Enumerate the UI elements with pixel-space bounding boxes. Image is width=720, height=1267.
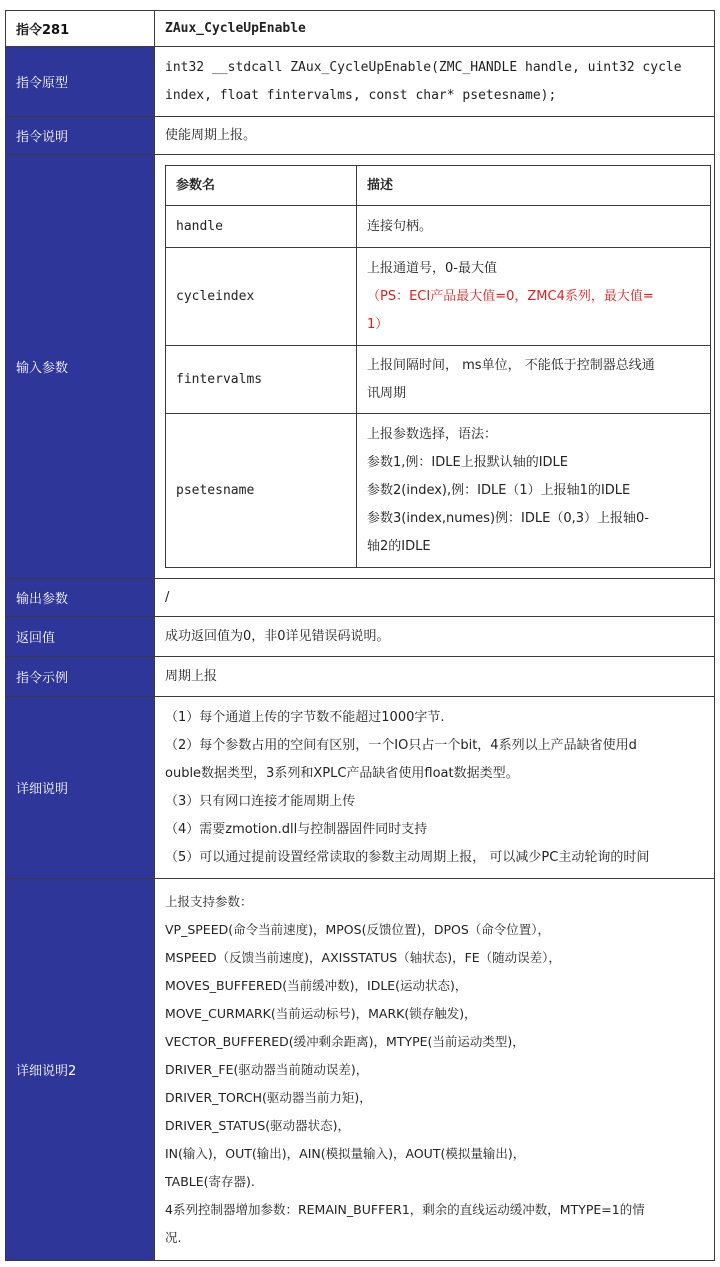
details2-line: 上报支持参数： bbox=[165, 893, 253, 909]
details-line: （1）每个通道上传的字节数不能超过1000字节. bbox=[165, 709, 445, 725]
details2-line: TABLE(寄存器). bbox=[165, 1173, 255, 1189]
output-row bbox=[6, 579, 715, 617]
param-row-fintervalms bbox=[166, 346, 711, 414]
api-doc-page bbox=[5, 10, 715, 1261]
input-params-row bbox=[6, 155, 715, 579]
param-desc bbox=[357, 414, 711, 568]
description-row bbox=[6, 117, 715, 155]
details2-line: MOVES_BUFFERED(当前缓冲数)，IDLE(运动状态)， bbox=[165, 977, 468, 993]
param-desc-line: 参数2(index),例：IDLE（1）上报轴1的IDLE bbox=[367, 482, 631, 498]
details2-line: 况. bbox=[165, 1229, 182, 1245]
prototype-label: 指令原型 bbox=[6, 47, 155, 117]
example-value: 周期上报 bbox=[155, 657, 715, 697]
details2-label: 详细说明2 bbox=[6, 879, 155, 1261]
prototype-row bbox=[6, 47, 715, 117]
param-note-line: 1） bbox=[367, 316, 389, 332]
input-params-label: 输入参数 bbox=[6, 155, 155, 579]
details-line: ouble数据类型，3系列和XPLC产品缺省使用float数据类型。 bbox=[165, 765, 519, 781]
details2-line: VP_SPEED(命令当前速度)，MPOS(反馈位置)，DPOS（命令位置）， bbox=[165, 921, 551, 937]
param-row-handle bbox=[166, 206, 711, 248]
param-name: psetesname bbox=[166, 414, 357, 568]
details2-value bbox=[155, 879, 715, 1261]
param-name: handle bbox=[166, 206, 357, 248]
description-value: 使能周期上报。 bbox=[155, 117, 715, 155]
example-row bbox=[6, 657, 715, 697]
output-label: 输出参数 bbox=[6, 579, 155, 617]
params-table bbox=[165, 165, 711, 568]
param-desc-line: 参数3(index,numes)例：IDLE（0,3）上报轴0- bbox=[367, 510, 649, 526]
header-row bbox=[6, 11, 715, 47]
details-line: （5）可以通过提前设置经常读取的参数主动周期上报， 可以减少PC主动轮询的时间 bbox=[165, 849, 650, 865]
prototype-line-2: index, float fintervalms, const char* psetesname); bbox=[165, 87, 557, 103]
prototype-line-1: int32 __stdcall ZAux_CycleUpEnable(ZMC_HANDLE handle, uint32 cycle bbox=[165, 59, 682, 75]
param-name: cycleindex bbox=[166, 248, 357, 346]
retval-label: 返回值 bbox=[6, 617, 155, 657]
details2-line: MOVE_CURMARK(当前运动标号)，MARK(锁存触发)， bbox=[165, 1005, 477, 1021]
param-desc-line: 上报参数选择，语法： bbox=[367, 426, 498, 442]
retval-value: 成功返回值为0，非0详见错误码说明。 bbox=[155, 617, 715, 657]
details-line: （3）只有网口连接才能周期上传 bbox=[165, 793, 356, 809]
details-line: （2）每个参数占用的空间有区别，一个IO只占一个bit，4系列以上产品缺省使用d bbox=[165, 737, 637, 753]
param-row-psetesname bbox=[166, 414, 711, 568]
details2-line: DRIVER_STATUS(驱动器状态)， bbox=[165, 1117, 351, 1133]
param-desc-line: 上报通道号，0-最大值 bbox=[367, 260, 497, 276]
output-value: / bbox=[155, 579, 715, 617]
prototype-value bbox=[155, 47, 715, 117]
param-row-cycleindex bbox=[166, 248, 711, 346]
details2-line: DRIVER_FE(驱动器当前随动误差)， bbox=[165, 1061, 369, 1077]
param-desc: 连接句柄。 bbox=[357, 206, 711, 248]
details-row bbox=[6, 697, 715, 879]
param-desc-line: 上报间隔时间， ms单位， 不能低于控制器总线通 bbox=[367, 357, 655, 373]
param-desc bbox=[357, 248, 711, 346]
details-line: （4）需要zmotion.dll与控制器固件同时支持 bbox=[165, 821, 428, 837]
details2-line: 4系列控制器增加参数：REMAIN_BUFFER1，剩余的直线运动缓冲数，MTYPE=1的情 bbox=[165, 1201, 645, 1217]
description-label: 指令说明 bbox=[6, 117, 155, 155]
details2-row bbox=[6, 879, 715, 1261]
details2-line: DRIVER_TORCH(驱动器当前力矩)， bbox=[165, 1089, 372, 1105]
retval-row bbox=[6, 617, 715, 657]
details2-line: VECTOR_BUFFERED(缓冲剩余距离)，MTYPE(当前运动类型)， bbox=[165, 1033, 525, 1049]
param-desc-line: 轴2的IDLE bbox=[367, 538, 431, 554]
command-number-label: 指令281 bbox=[6, 11, 155, 47]
command-name: ZAux_CycleUpEnable bbox=[155, 11, 715, 47]
params-header-row bbox=[166, 166, 711, 206]
details-value bbox=[155, 697, 715, 879]
param-desc-line: 讯周期 bbox=[367, 385, 407, 401]
param-desc bbox=[357, 346, 711, 414]
input-params-cell bbox=[155, 155, 715, 579]
param-desc-header: 描述 bbox=[357, 166, 711, 206]
details2-line: MSPEED（反馈当前速度)，AXISSTATUS（轴状态)，FE（随动误差）， bbox=[165, 949, 561, 965]
details-label: 详细说明 bbox=[6, 697, 155, 879]
param-name-header: 参数名 bbox=[166, 166, 357, 206]
details2-line: IN(输入)，OUT(输出)，AIN(模拟量输入)，AOUT(模拟量输出)， bbox=[165, 1145, 526, 1161]
api-doc-table bbox=[5, 10, 715, 1261]
example-label: 指令示例 bbox=[6, 657, 155, 697]
param-desc-line: 参数1,例：IDLE上报默认轴的IDLE bbox=[367, 454, 569, 470]
param-name: fintervalms bbox=[166, 346, 357, 414]
param-note-line: （PS：ECI产品最大值=0，ZMC4系列，最大值= bbox=[367, 288, 654, 304]
